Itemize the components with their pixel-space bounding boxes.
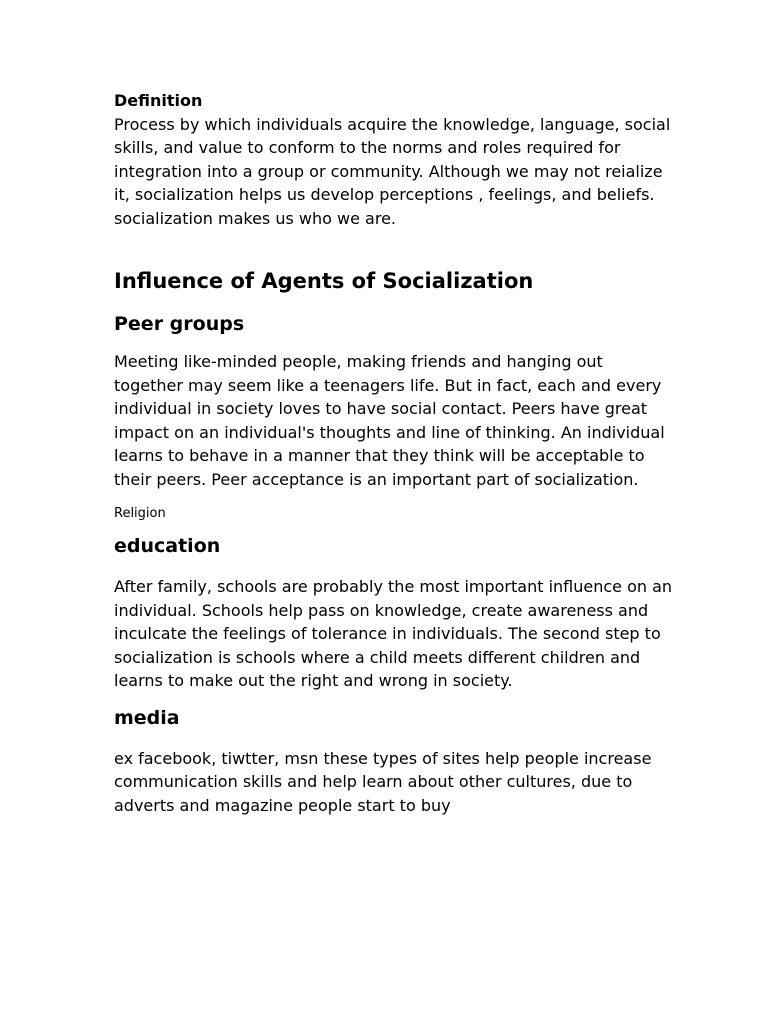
definition-text: Process by which individuals acquire the knowledge, language, social skills, and value to conform to the norms and roles required for integration into a group or community. Although we may not reialize it, socialization helps us develop perceptions , feelings, and beliefs. socialization makes us who we are. <box>114 114 671 228</box>
education-text: After family, schools are probably the most important influence on an individual. Schools help pass on knowledge, create awareness and inculcate the feelings of tolerance in individuals. The second step to socialization is schools where a child meets different children and learns to make out the right and wrong in society. <box>114 577 673 690</box>
media-text: ex facebook, tiwtter, msn these types of sites help people increase communication skills and help learn about other cultures, due to adverts and magazine people start to buy <box>114 748 652 815</box>
main-heading: Influence of Agents of Socialization <box>114 269 534 293</box>
definition-heading: Definition <box>114 91 203 110</box>
religion-label: Religion <box>114 506 166 521</box>
peer-groups-text: Meeting like-minded people, making friends and hanging out together may seem like a teenagers life. But in fact, each and every individual in society loves to have social contact. Peers have great impact on an individual's thoughts and line of thinking. An individual learns to behave in a manner that they think will be acceptable to their peers. Peer acceptance is an important part of socialization. <box>114 352 665 489</box>
peer-groups-heading: Peer groups <box>114 313 245 335</box>
education-heading: education <box>114 535 221 557</box>
media-heading: media <box>114 706 180 729</box>
document-page <box>114 89 674 817</box>
